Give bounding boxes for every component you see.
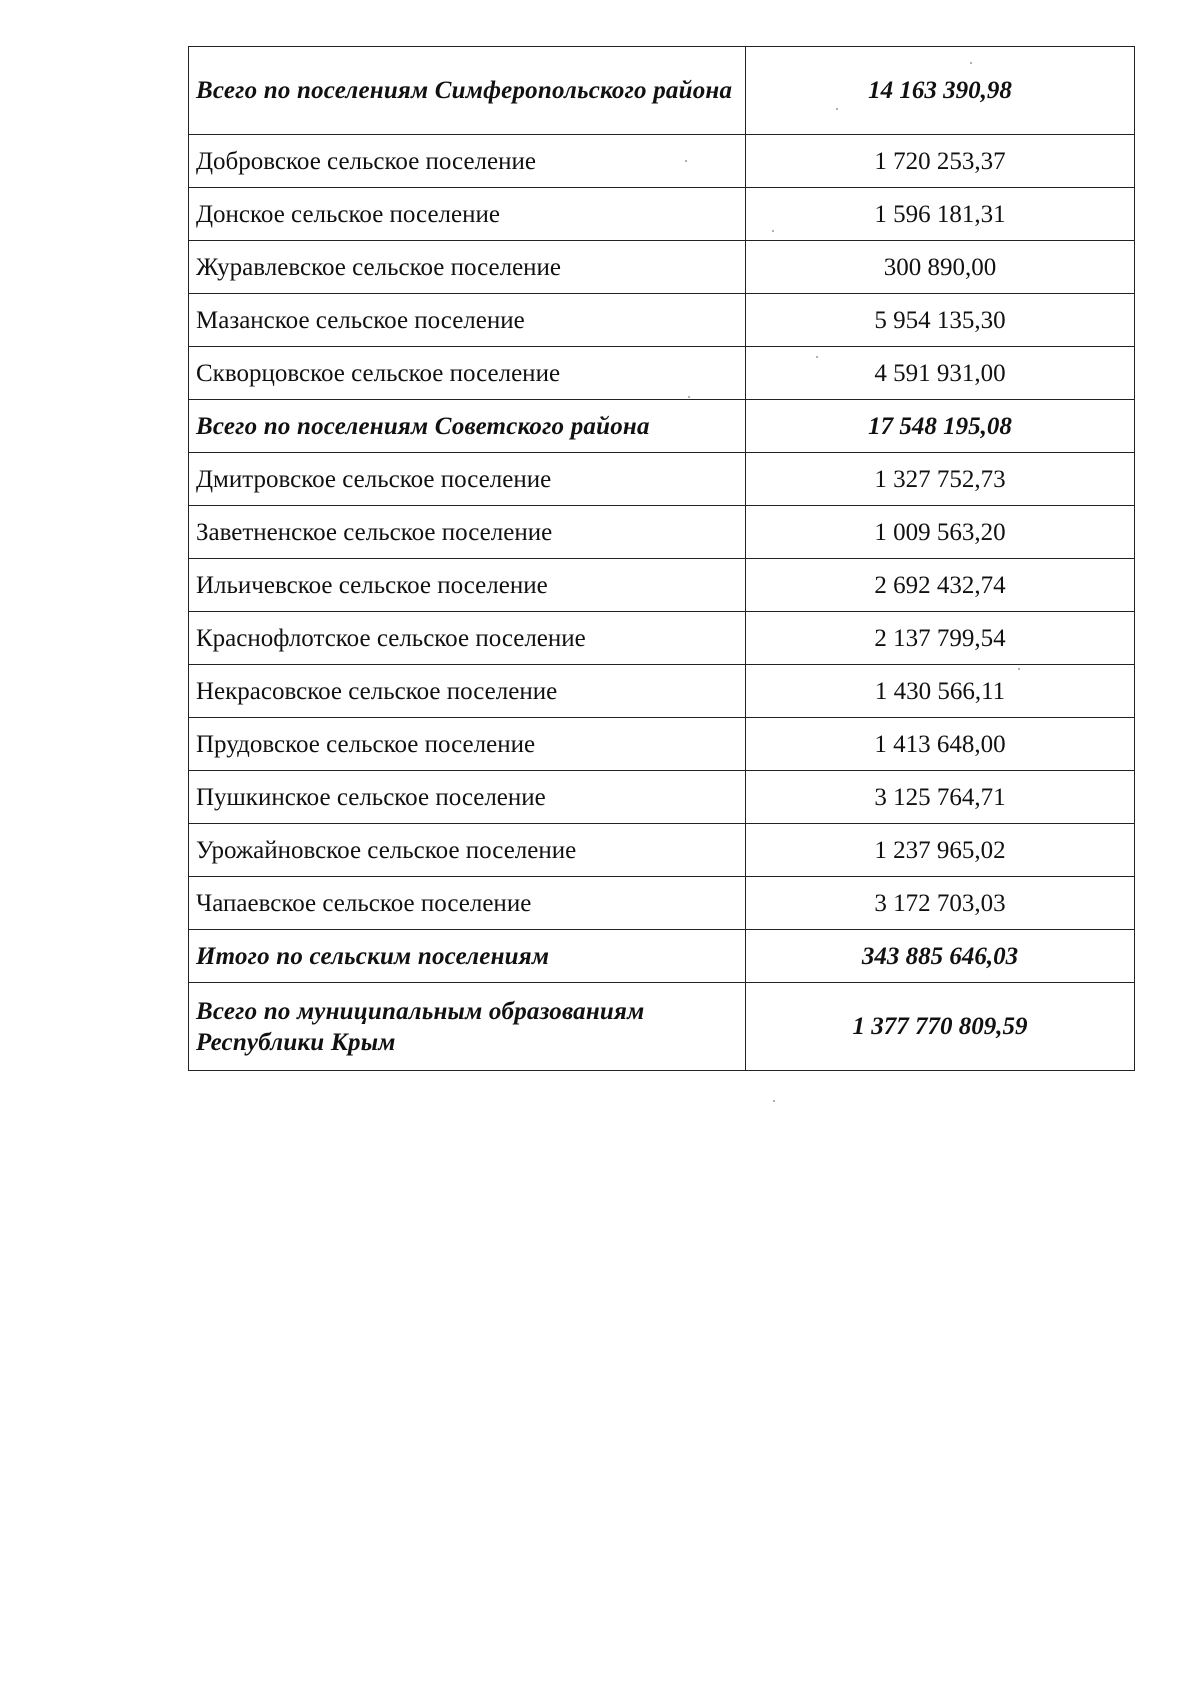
table-row: [189, 135, 1135, 188]
table-summary-row: [189, 47, 1135, 135]
settlement-name-cell: Дмитровское сельское поселение: [189, 453, 746, 506]
amount-cell: 1 327 752,73: [746, 453, 1135, 506]
table-summary-row: [189, 400, 1135, 453]
table-row: [189, 824, 1135, 877]
table-summary-row: [189, 983, 1135, 1071]
settlement-name-cell: Донское сельское поселение: [189, 188, 746, 241]
amount-cell: 1 009 563,20: [746, 506, 1135, 559]
scan-speck: [1018, 668, 1020, 670]
settlement-name-cell: Прудовское сельское поселение: [189, 718, 746, 771]
amount-cell: 2 692 432,74: [746, 559, 1135, 612]
settlement-name-cell: Заветненское сельское поселение: [189, 506, 746, 559]
settlement-name-cell: Ильичевское сельское поселение: [189, 559, 746, 612]
scan-speck: [685, 160, 687, 162]
table-row: [189, 347, 1135, 400]
settlement-name-cell: Пушкинское сельское поселение: [189, 771, 746, 824]
scan-speck: [970, 62, 972, 64]
table-row: [189, 877, 1135, 930]
total-label-cell: Всего по муниципальным образованиям Республики Крым: [189, 983, 746, 1071]
settlement-name-cell: Некрасовское сельское поселение: [189, 665, 746, 718]
amount-cell: 3 172 703,03: [746, 877, 1135, 930]
settlement-name-cell: Чапаевское сельское поселение: [189, 877, 746, 930]
table-row: [189, 506, 1135, 559]
scan-speck: [772, 230, 774, 232]
amount-cell: 1 413 648,00: [746, 718, 1135, 771]
total-amount-cell: 14 163 390,98: [746, 47, 1135, 135]
table-body: [189, 47, 1135, 1071]
table-row: [189, 241, 1135, 294]
table-row: [189, 612, 1135, 665]
settlement-name-cell: Журавлевское сельское поселение: [189, 241, 746, 294]
table-row: [189, 559, 1135, 612]
table-row: [189, 665, 1135, 718]
table-row: [189, 294, 1135, 347]
total-label-cell: Итого по сельским поселениям: [189, 930, 746, 983]
amount-cell: 3 125 764,71: [746, 771, 1135, 824]
amount-cell: 300 890,00: [746, 241, 1135, 294]
total-label-cell: Всего по поселениям Симферопольского района: [189, 47, 746, 135]
amount-cell: 4 591 931,00: [746, 347, 1135, 400]
amount-cell: 1 430 566,11: [746, 665, 1135, 718]
total-amount-cell: 1 377 770 809,59: [746, 983, 1135, 1071]
scan-speck: [688, 396, 690, 398]
table-row: [189, 771, 1135, 824]
table-row: [189, 453, 1135, 506]
settlement-name-cell: Мазанское сельское поселение: [189, 294, 746, 347]
settlements-budget-table: [188, 46, 1135, 1071]
settlement-name-cell: Добровское сельское поселение: [189, 135, 746, 188]
amount-cell: 2 137 799,54: [746, 612, 1135, 665]
amount-cell: 5 954 135,30: [746, 294, 1135, 347]
amount-cell: 1 237 965,02: [746, 824, 1135, 877]
table-summary-row: [189, 930, 1135, 983]
settlement-name-cell: Скворцовское сельское поселение: [189, 347, 746, 400]
amount-cell: 1 720 253,37: [746, 135, 1135, 188]
scan-speck: [836, 108, 838, 110]
total-label-cell: Всего по поселениям Советского района: [189, 400, 746, 453]
scan-speck: [773, 1100, 775, 1102]
total-amount-cell: 343 885 646,03: [746, 930, 1135, 983]
table-row: [189, 188, 1135, 241]
table-row: [189, 718, 1135, 771]
amount-cell: 1 596 181,31: [746, 188, 1135, 241]
total-amount-cell: 17 548 195,08: [746, 400, 1135, 453]
settlement-name-cell: Урожайновское сельское поселение: [189, 824, 746, 877]
settlement-name-cell: Краснофлотское сельское поселение: [189, 612, 746, 665]
scan-speck: [816, 356, 818, 358]
